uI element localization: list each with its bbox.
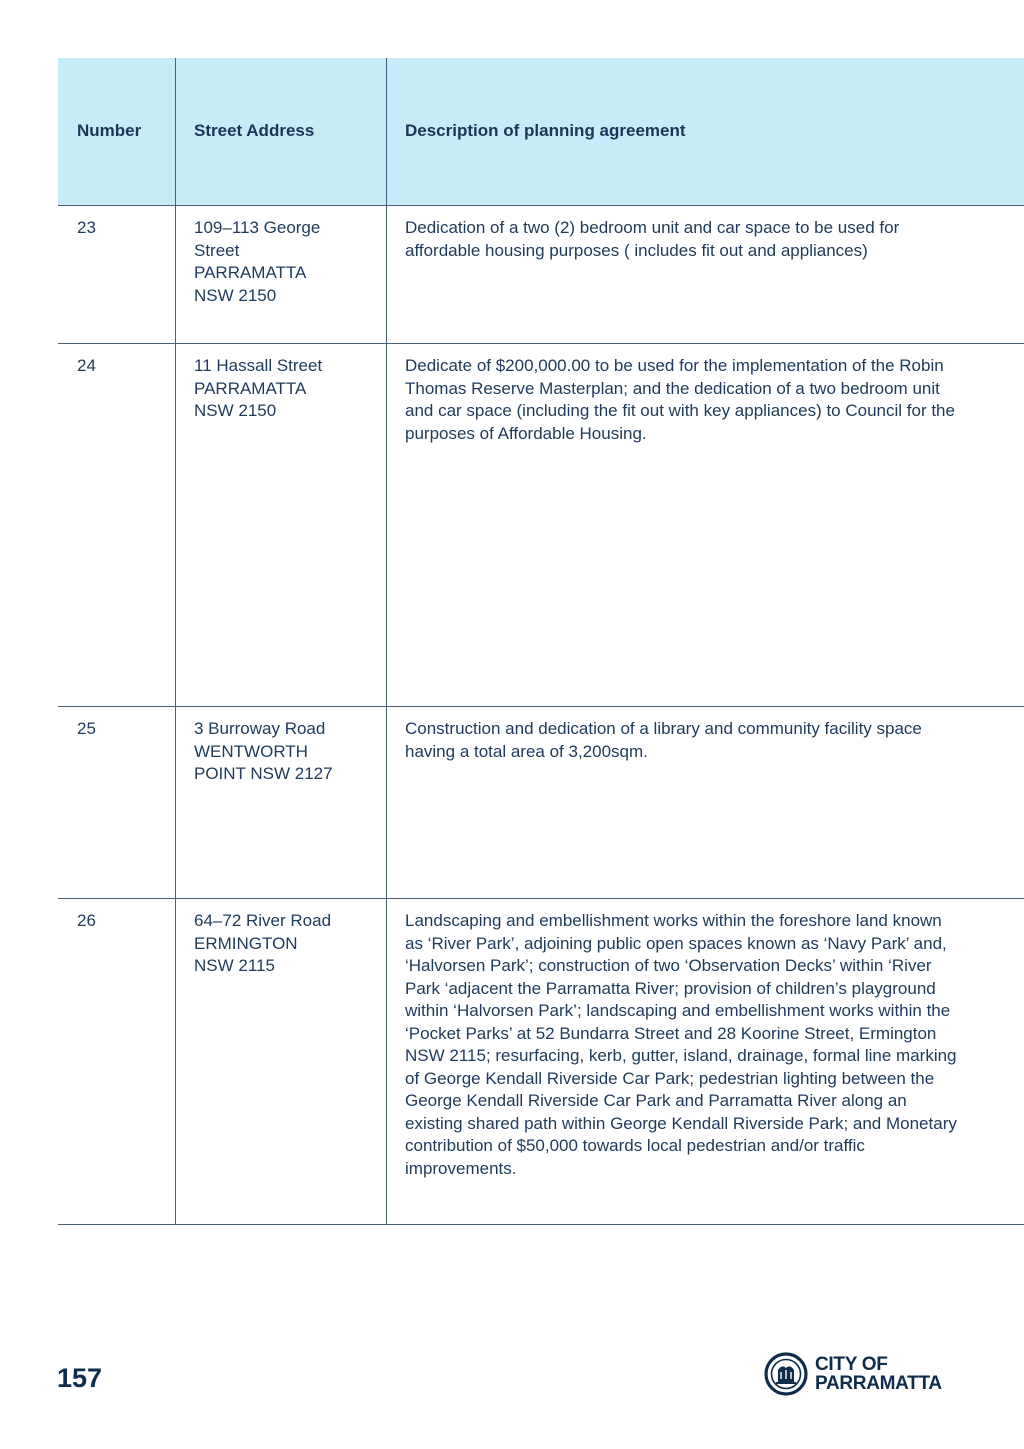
address-line: NSW 2150 <box>194 401 277 420</box>
address-line: WENTWORTH <box>194 741 308 761</box>
address-line: 109–113 George <box>194 218 321 237</box>
address-line: POINT NSW 2127 <box>194 764 333 783</box>
address-line: 11 Hassall Street <box>194 356 323 375</box>
row-description: Dedicate of $200,000.00 to be used for the implementation of the Robin Thomas Reserve Masterplan; and the dedication of a two bedroom unit and car space (including the fit out with key appliances) to Council for the purposes of Affordable Housing. <box>405 356 955 443</box>
address-line: 64–72 River Road <box>194 911 332 930</box>
row-description: Dedication of a two (2) bedroom unit and car space to be used for affordable housing purposes ( includes fit out and appliances) <box>405 218 900 260</box>
header-street-address: Street Address <box>176 58 387 205</box>
row-description: Construction and dedication of a library and community facility space having a total area of 3,200sqm. <box>405 719 922 761</box>
table-row <box>58 206 1024 344</box>
table-row <box>58 344 1024 707</box>
address-line: ERMINGTON <box>194 933 298 953</box>
address-line: NSW 2150 <box>194 285 277 305</box>
address-line: NSW 2115 <box>194 956 275 975</box>
row-description: Landscaping and embellishment works within the foreshore land known as ‘River Park’, adjoining public open spaces known as ‘Navy Park’ and, ‘Halvorsen Park’; construction of two ‘Observation Decks’ within ‘River Park ‘adjacent the Parramatta River; provision of children’s playground within ‘Halvorsen Park’; landscaping and embellishment works within the ‘Pocket Parks’ at 52 Bundarra Street and 28 Koorine Street, Ermington NSW 2115; resurfacing, kerb, gutter, island, drainage, formal line marking of George Kendall Riverside Car Park; pedestrian lighting between the George Kendall Riverside Car Park and Parramatta River along an existing shared path within George Kendall Riverside Park; and Monetary contribution of $50,000 towards local pedestrian and/or traffic improvements. <box>405 911 957 1178</box>
logo-wordmark <box>815 1355 942 1393</box>
header-description: Description of planning agreement <box>405 121 686 141</box>
row-address <box>176 206 387 343</box>
logo-line-2: PARRAMATTA <box>815 1373 942 1394</box>
table-row <box>58 899 1024 1225</box>
planning-agreements-table <box>58 58 1024 1225</box>
page-number: 157 <box>57 1363 103 1393</box>
row-number: 24 <box>58 344 176 706</box>
address-line: PARRAMATTA <box>194 263 307 282</box>
row-number: 25 <box>58 707 176 898</box>
header-number: Number <box>58 58 176 205</box>
address-line: PARRAMATTA <box>194 378 307 398</box>
row-address <box>176 899 387 1224</box>
row-address <box>176 344 387 706</box>
table-row <box>58 707 1024 899</box>
address-line: Street <box>194 240 240 260</box>
row-number: 26 <box>58 899 176 1224</box>
table-header-row <box>58 58 1024 206</box>
logo-line-1: CITY OF <box>815 1354 888 1375</box>
row-number: 23 <box>58 206 176 343</box>
row-address <box>176 707 387 898</box>
address-line: 3 Burroway Road <box>194 719 326 738</box>
city-of-parramatta-logo <box>764 1352 942 1396</box>
city-crest-icon <box>764 1352 808 1396</box>
